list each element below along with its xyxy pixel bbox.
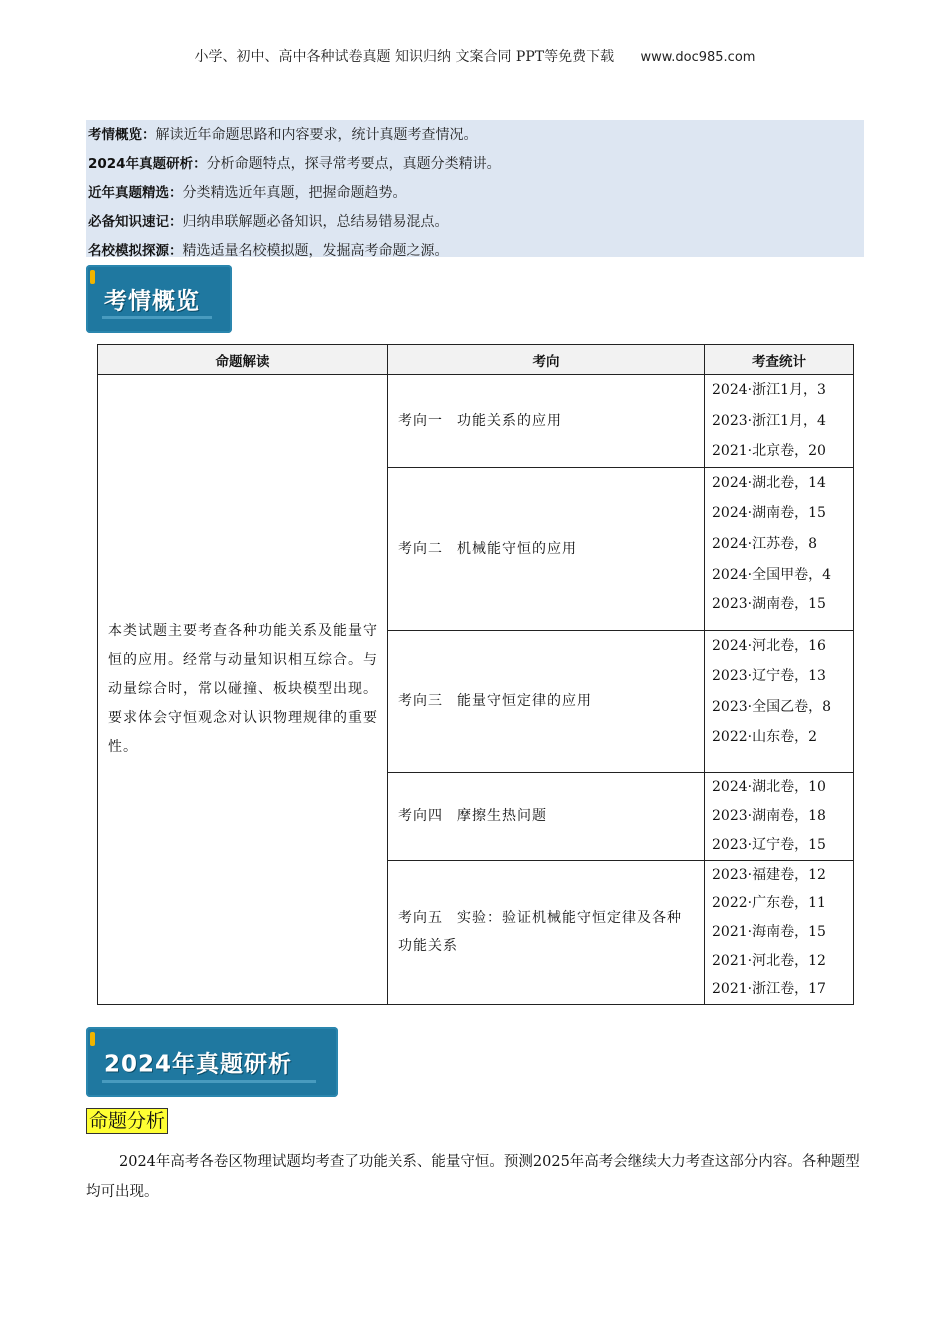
page-header xyxy=(0,46,950,66)
banner-title: 2024年真题研析 xyxy=(104,1051,293,1078)
direction-cell xyxy=(388,467,705,630)
banner-underline xyxy=(102,1080,316,1083)
direction-cell xyxy=(388,860,705,1004)
banner-title: 考情概览 xyxy=(104,288,200,315)
direction-code: 考向四 xyxy=(398,808,443,825)
intro-key: 近年真题精选 xyxy=(88,185,169,201)
intro-value: 分类精选近年真题，把握命题趋势。 xyxy=(182,185,407,201)
intro-key: 名校模拟探源 xyxy=(88,243,169,259)
intro-value: 精选适量名校模拟题，发掘高考命题之源。 xyxy=(182,243,449,259)
stat-item: 2023·辽宁卷，13 xyxy=(712,668,826,685)
direction-cell xyxy=(388,772,705,860)
direction-code: 考向五 xyxy=(398,910,443,927)
stat-item: 2022·山东卷，2 xyxy=(712,728,817,745)
direction-title: 实验：验证机械能守恒定律及各种功能关系 xyxy=(398,910,682,955)
direction-code: 考向二 xyxy=(398,540,443,557)
intro-row: 2024年真题研析：分析命题特点，探寻常考要点，真题分类精讲。 xyxy=(88,156,501,172)
intro-row: 考情概览：解读近年命题思路和内容要求，统计真题考查情况。 xyxy=(88,127,478,143)
direction-code: 考向一 xyxy=(398,412,443,429)
stat-item: 2023·湖南卷，18 xyxy=(712,807,826,824)
direction-title: 机械能守恒的应用 xyxy=(457,540,577,557)
stat-item: 2024·江苏卷，8 xyxy=(712,535,817,552)
direction-code: 考向三 xyxy=(398,693,443,710)
banner-accent-bar xyxy=(90,1032,95,1046)
stats-cell xyxy=(705,772,854,860)
intro-row: 必备知识速记：归纳串联解题必备知识，总结易错易混点。 xyxy=(88,214,449,230)
interpretation-cell: 本类试题主要考查各种功能关系及能量守恒的应用。经常与动量知识相互综合。与动量综合时，常以碰撞、板块模型出现。要求体会守恒观念对认识物理规律的重要性。 xyxy=(98,375,388,1005)
stat-item: 2021·北京卷，20 xyxy=(712,443,826,460)
stat-item: 2023·浙江1月，4 xyxy=(712,412,826,429)
stat-item: 2024·浙江1月，3 xyxy=(712,382,826,398)
header-url[interactable]: www.doc985.com xyxy=(640,50,756,65)
intro-value: 归纳串联解题必备知识，总结易错易混点。 xyxy=(182,214,449,230)
analysis-paragraph: 2024年高考各卷区物理试题均考查了功能关系、能量守恒。预测2025年高考会继续大力考查这部分内容。各种题型均可出现。 xyxy=(86,1154,860,1200)
intro-key: 必备知识速记 xyxy=(88,214,169,230)
intro-box xyxy=(86,120,864,257)
stats-cell xyxy=(705,467,854,630)
table-row xyxy=(98,375,854,468)
column-header: 考查统计 xyxy=(705,345,854,375)
stat-item: 2024·湖南卷，15 xyxy=(712,505,826,522)
section-banner-overview xyxy=(86,265,232,333)
intro-row: 名校模拟探源：精选适量名校模拟题，发掘高考命题之源。 xyxy=(88,243,449,259)
stat-item: 2024·湖北卷，14 xyxy=(712,474,826,491)
table-header-row xyxy=(98,345,854,375)
stat-item: 2024·全国甲卷，4 xyxy=(712,566,831,583)
stats-cell xyxy=(705,860,854,1004)
banner-accent-bar xyxy=(90,270,95,284)
stat-item: 2023·福建卷，12 xyxy=(712,866,826,883)
stat-item: 2023·全国乙卷，8 xyxy=(712,698,831,715)
column-header: 命题解读 xyxy=(98,345,388,375)
direction-title: 功能关系的应用 xyxy=(457,412,562,429)
intro-key: 2024年真题研析 xyxy=(88,156,194,172)
section-tag: 命题分析 xyxy=(86,1108,168,1134)
stats-cell xyxy=(705,375,854,468)
stat-item: 2024·湖北卷，10 xyxy=(712,778,826,795)
intro-row: 近年真题精选：分类精选近年真题，把握命题趋势。 xyxy=(88,185,407,201)
direction-title: 能量守恒定律的应用 xyxy=(457,693,592,710)
intro-key: 考情概览 xyxy=(88,127,142,143)
header-text: 小学、初中、高中各种试卷真题 知识归纳 文案合同 PPT等免费下载 xyxy=(194,49,615,65)
stat-item: 2021·浙江卷，17 xyxy=(712,981,826,998)
direction-cell xyxy=(388,375,705,468)
stats-cell xyxy=(705,630,854,772)
banner-underline xyxy=(102,316,212,319)
intro-value: 解读近年命题思路和内容要求，统计真题考查情况。 xyxy=(155,127,478,143)
stat-item: 2021·河北卷，12 xyxy=(712,952,826,969)
stat-item: 2023·辽宁卷，15 xyxy=(712,836,826,853)
stat-item: 2021·海南卷，15 xyxy=(712,923,826,940)
direction-title: 摩擦生热问题 xyxy=(457,808,547,825)
column-header: 考向 xyxy=(388,345,705,375)
section-banner-2024-analysis xyxy=(86,1027,338,1097)
intro-value: 分析命题特点，探寻常考要点，真题分类精讲。 xyxy=(206,156,501,172)
exam-overview-table xyxy=(97,344,854,1005)
stat-item: 2024·河北卷，16 xyxy=(712,637,826,654)
stat-item: 2022·广东卷，11 xyxy=(712,895,826,912)
direction-cell xyxy=(388,630,705,772)
stat-item: 2023·湖南卷，15 xyxy=(712,595,826,612)
